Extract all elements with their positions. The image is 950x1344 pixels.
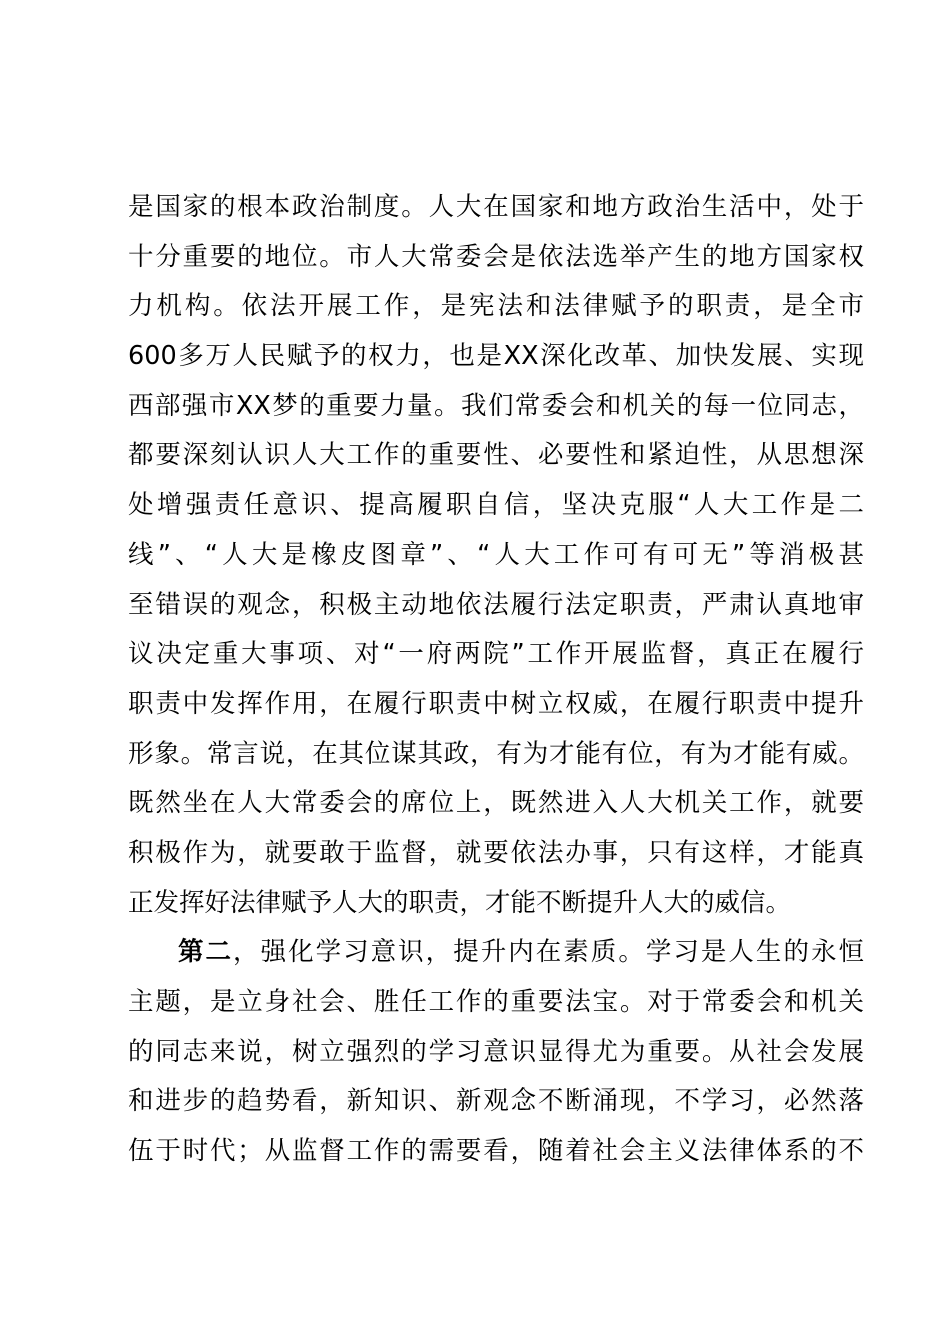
paragraph-2-lead: 第二: [178, 937, 234, 968]
text-line: 和进步的趋势看，新知识、新观念不断涌现，不学习，必然落: [128, 1086, 864, 1117]
text-line: 十分重要的地位。市人大常委会是依法选举产生的地方国家权: [128, 241, 864, 272]
text-line: 处增强责任意识、提高履职自信，坚决克服“人大工作是二: [128, 490, 864, 521]
paragraph-2-first-line: [128, 928, 864, 978]
document-body: [128, 183, 864, 1177]
text-line: 600多万人民赋予的权力，也是XX深化改革、加快发展、实现: [128, 341, 864, 372]
text-line: 西部强市XX梦的重要力量。我们常委会和机关的每一位同志，: [128, 390, 864, 421]
text-line: 正发挥好法律赋予人大的职责，才能不断提升人大的威信。: [128, 887, 792, 918]
text-line: 职责中发挥作用，在履行职责中树立权威，在履行职责中提升: [128, 688, 864, 719]
text-line: 积极作为，就要敢于监督，就要依法办事，只有这样，才能真: [128, 837, 864, 868]
text-line: 是国家的根本政治制度。人大在国家和地方政治生活中，处于: [128, 192, 864, 222]
text-line: 的同志来说，树立强烈的学习意识显得尤为重要。从社会发展: [128, 1036, 864, 1067]
text-line: 都要深刻认识人大工作的重要性、必要性和紧迫性，从思想深: [128, 440, 864, 471]
text-line: 伍于时代；从监督工作的需要看，随着社会主义法律体系的不: [128, 1136, 864, 1167]
text-line: 至错误的观念，积极主动地依法履行法定职责，严肃认真地审: [128, 589, 864, 620]
text-line: 主题，是立身社会、胜任工作的重要法宝。对于常委会和机关: [128, 987, 864, 1017]
text-line: 议决定重大事项、对“一府两院”工作开展监督，真正在履行: [128, 639, 864, 670]
paragraph-2-first-text: ，强化学习意识，提升内在素质。学习是人生的永恒: [233, 937, 864, 968]
text-line: 力机构。依法开展工作，是宪法和法律赋予的职责，是全市: [128, 291, 864, 322]
text-line: 形象。常言说，在其位谋其政，有为才能有位，有为才能有威。: [128, 738, 864, 769]
text-line: 既然坐在人大常委会的席位上，既然进入人大机关工作，就要: [128, 788, 864, 819]
text-line: 线”、“人大是橡皮图章”、“人大工作可有可无”等消极甚: [128, 539, 864, 570]
